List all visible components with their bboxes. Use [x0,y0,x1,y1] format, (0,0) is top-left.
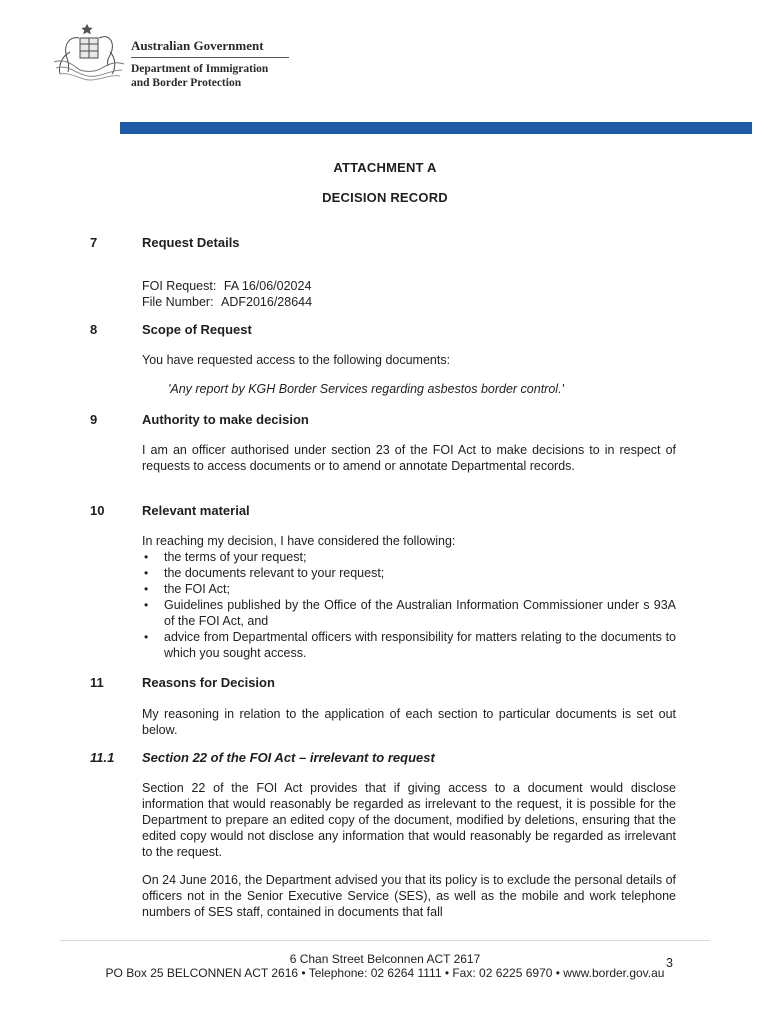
section-heading-request-details: Request Details [142,235,240,250]
authority-paragraph: I am an officer authorised under section 23 of the FOI Act to make decisions to in respect of requests to access documents or to amend or annotate Departmental records. [142,443,676,473]
letterhead-divider [131,57,289,58]
section-22-paragraph-1: Section 22 of the FOI Act provides that if giving access to a document would disclose information that would reasonably be regarded as irrelevant to the request, it is possible for the Department to prepare an edited copy of the document, modified by deletions, ensuring that the edited copy would not disclose any information that would reasonably be regarded as irrelevant to the request. [142,781,676,859]
agency-block [131,38,289,90]
footer-divider [60,940,710,941]
attachment-title: ATTACHMENT A [333,160,437,175]
file-number-value: ADF2016/28644 [221,295,313,309]
section-heading-reasons: Reasons for Decision [142,675,275,690]
section-heading-relevant-material: Relevant material [142,503,250,518]
section-number-8: 8 [90,322,98,337]
list-item: • the FOI Act; [142,581,676,597]
section-number-9: 9 [90,412,98,427]
section-heading-scope: Scope of Request [142,322,252,337]
department-line-2: and Border Protection [131,77,242,89]
section-number-7: 7 [90,235,98,250]
relevant-material-list [142,549,676,661]
foi-request-value: FA 16/06/02024 [223,279,312,293]
scope-intro: You have requested access to the following documents: [142,353,451,367]
list-item: • advice from Departmental officers with responsibility for matters relating to the documents to which you sought access. [142,629,676,661]
record-title: DECISION RECORD [322,190,448,205]
section-number-11-1: 11.1 [90,750,115,765]
section-22-paragraph-2: On 24 June 2016, the Department advised you that its policy is to exclude the personal details of officers not in the Senior Executive Service (SES), as well as the mobile and work telephone numbers of SES staff, contained in documents that fall [142,873,676,919]
department-line-1: Department of Immigration [131,63,269,75]
list-item: • the documents relevant to your request; [142,565,676,581]
footer-address-line-2: PO Box 25 BELCONNEN ACT 2616 • Telephone: 02 6264 1111 • Fax: 02 6225 6970 • www.border.gov.au [105,966,665,980]
foi-request-label: FOI Request: [142,279,217,293]
file-number-label: File Number: [142,295,214,309]
relevant-material-intro: In reaching my decision, I have considered the following: [142,534,456,548]
reasons-paragraph: My reasoning in relation to the application of each section to particular documents is set out below. [142,707,676,737]
list-item: • the terms of your request; [142,549,676,565]
list-item: • Guidelines published by the Office of the Australian Information Commissioner under s 93A of the FOI Act, and [142,597,676,629]
footer-address-line-1: 6 Chan Street Belconnen ACT 2617 [289,952,481,966]
scope-quote: 'Any report by KGH Border Services regarding asbestos border control.' [168,382,564,396]
section-number-10: 10 [90,503,105,518]
section-heading-section-22: Section 22 of the FOI Act – irrelevant to request [142,750,435,765]
page-number: 3 [666,956,673,970]
section-number-11: 11 [90,675,104,690]
header-band [120,122,752,134]
coat-of-arms-icon [50,22,128,90]
foi-request-row [142,278,311,294]
government-name: Australian Government [131,38,264,53]
section-heading-authority: Authority to make decision [142,412,309,427]
file-number-row [142,294,312,310]
